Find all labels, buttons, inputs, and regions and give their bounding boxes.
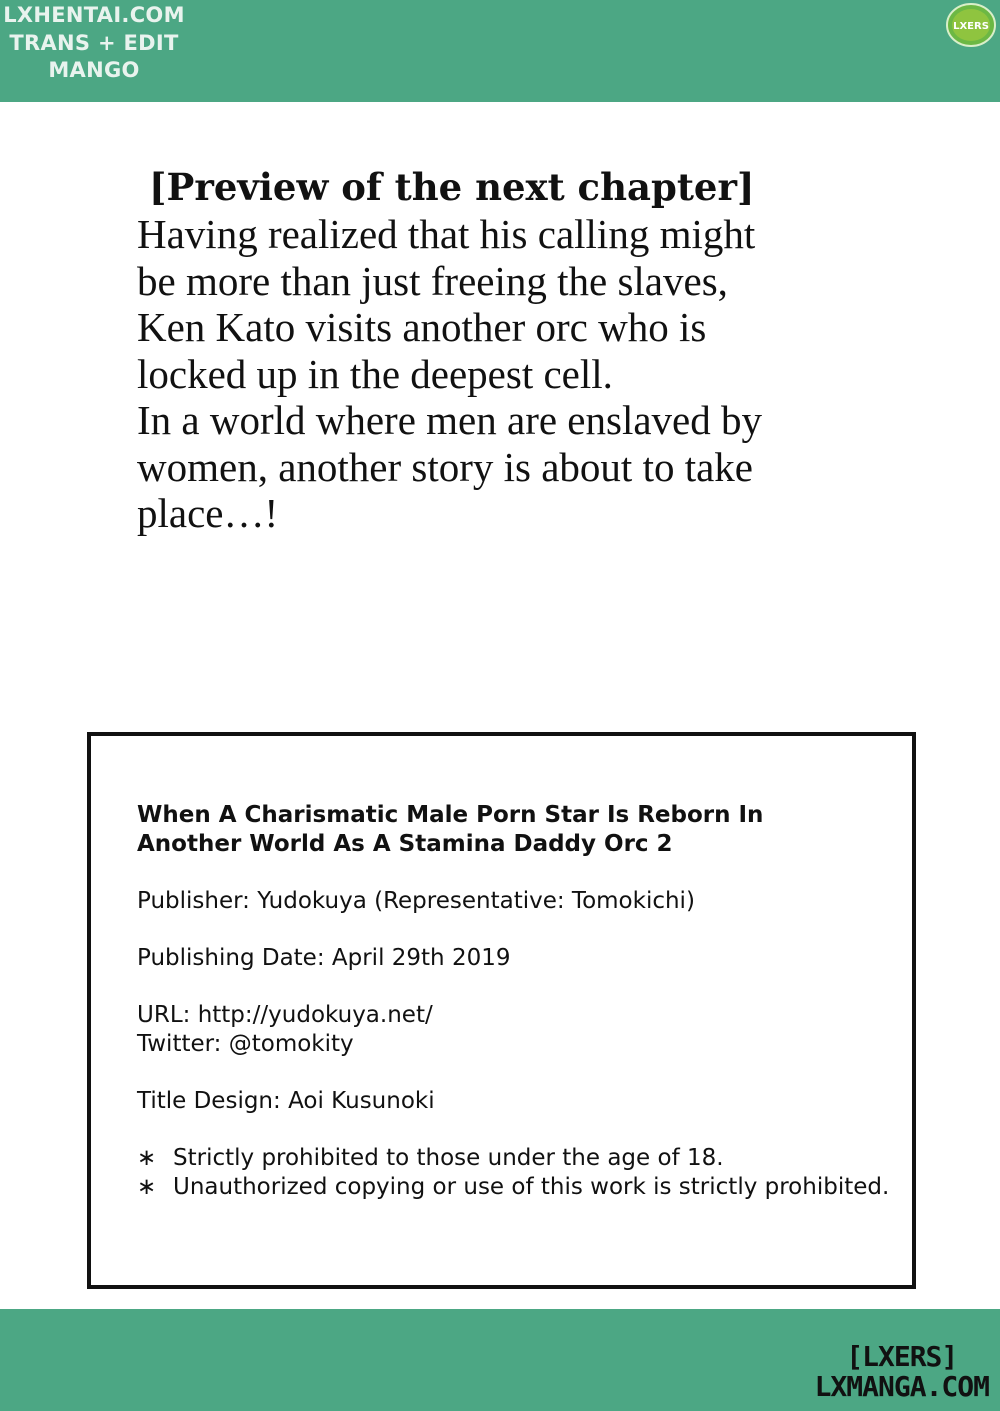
book-title-line: Another World As A Stamina Daddy Orc 2	[137, 831, 673, 857]
preview-text-line: Ken Kato visits another orc who is	[137, 304, 707, 350]
credit-line: MANGO	[48, 58, 140, 82]
notice-text: Strictly prohibited to those under the age of 18.	[173, 1145, 724, 1171]
notice-age	[137, 1144, 907, 1173]
preview-text-line: be more than just freeing the slaves,	[137, 257, 728, 304]
logo-line: LXMANGA.COM	[814, 1370, 989, 1403]
publishing-date-line: Publishing Date: April 29th 2019	[137, 945, 511, 971]
preview-text-line: women, another story is about to take	[137, 443, 754, 490]
preview-text-line: place…!	[137, 490, 279, 536]
preview-text-line: locked up in the deepest cell.	[137, 350, 613, 397]
lxers-logo-icon	[946, 2, 996, 48]
asterisk-icon: ∗	[137, 1145, 157, 1171]
preview-heading: [Preview of the next chapter]	[149, 165, 755, 209]
credit-line: LXHENTAI.COM	[3, 3, 185, 27]
asterisk-icon: ∗	[137, 1174, 157, 1200]
next-chapter-preview	[137, 163, 977, 537]
logo-line: [LXERS]	[846, 1340, 958, 1373]
twitter-line: Twitter: @tomokity	[137, 1031, 354, 1057]
notice-text: Unauthorized copying or use of this work is strictly prohibited.	[173, 1174, 890, 1200]
lxmanga-logo	[815, 1342, 989, 1402]
top-banner	[0, 0, 1000, 102]
book-title	[137, 801, 907, 859]
notice-copying	[137, 1173, 907, 1202]
preview-text-line: Having realized that his calling might	[137, 211, 756, 257]
credit-line: TRANS + EDIT	[9, 30, 179, 55]
colophon	[137, 801, 907, 1202]
publisher-line: Publisher: Yudokuya (Representative: Tomokichi)	[137, 888, 695, 914]
preview-text-line: In a world where men are enslaved by	[137, 397, 762, 443]
title-design-line: Title Design: Aoi Kusunoki	[137, 1088, 435, 1114]
url-line: URL: http://yudokuya.net/	[137, 1002, 433, 1028]
logo-text: LXERS	[953, 21, 989, 32]
book-title-line: When A Charismatic Male Porn Star Is Reborn In	[137, 802, 764, 828]
scanlation-credits	[0, 2, 188, 85]
